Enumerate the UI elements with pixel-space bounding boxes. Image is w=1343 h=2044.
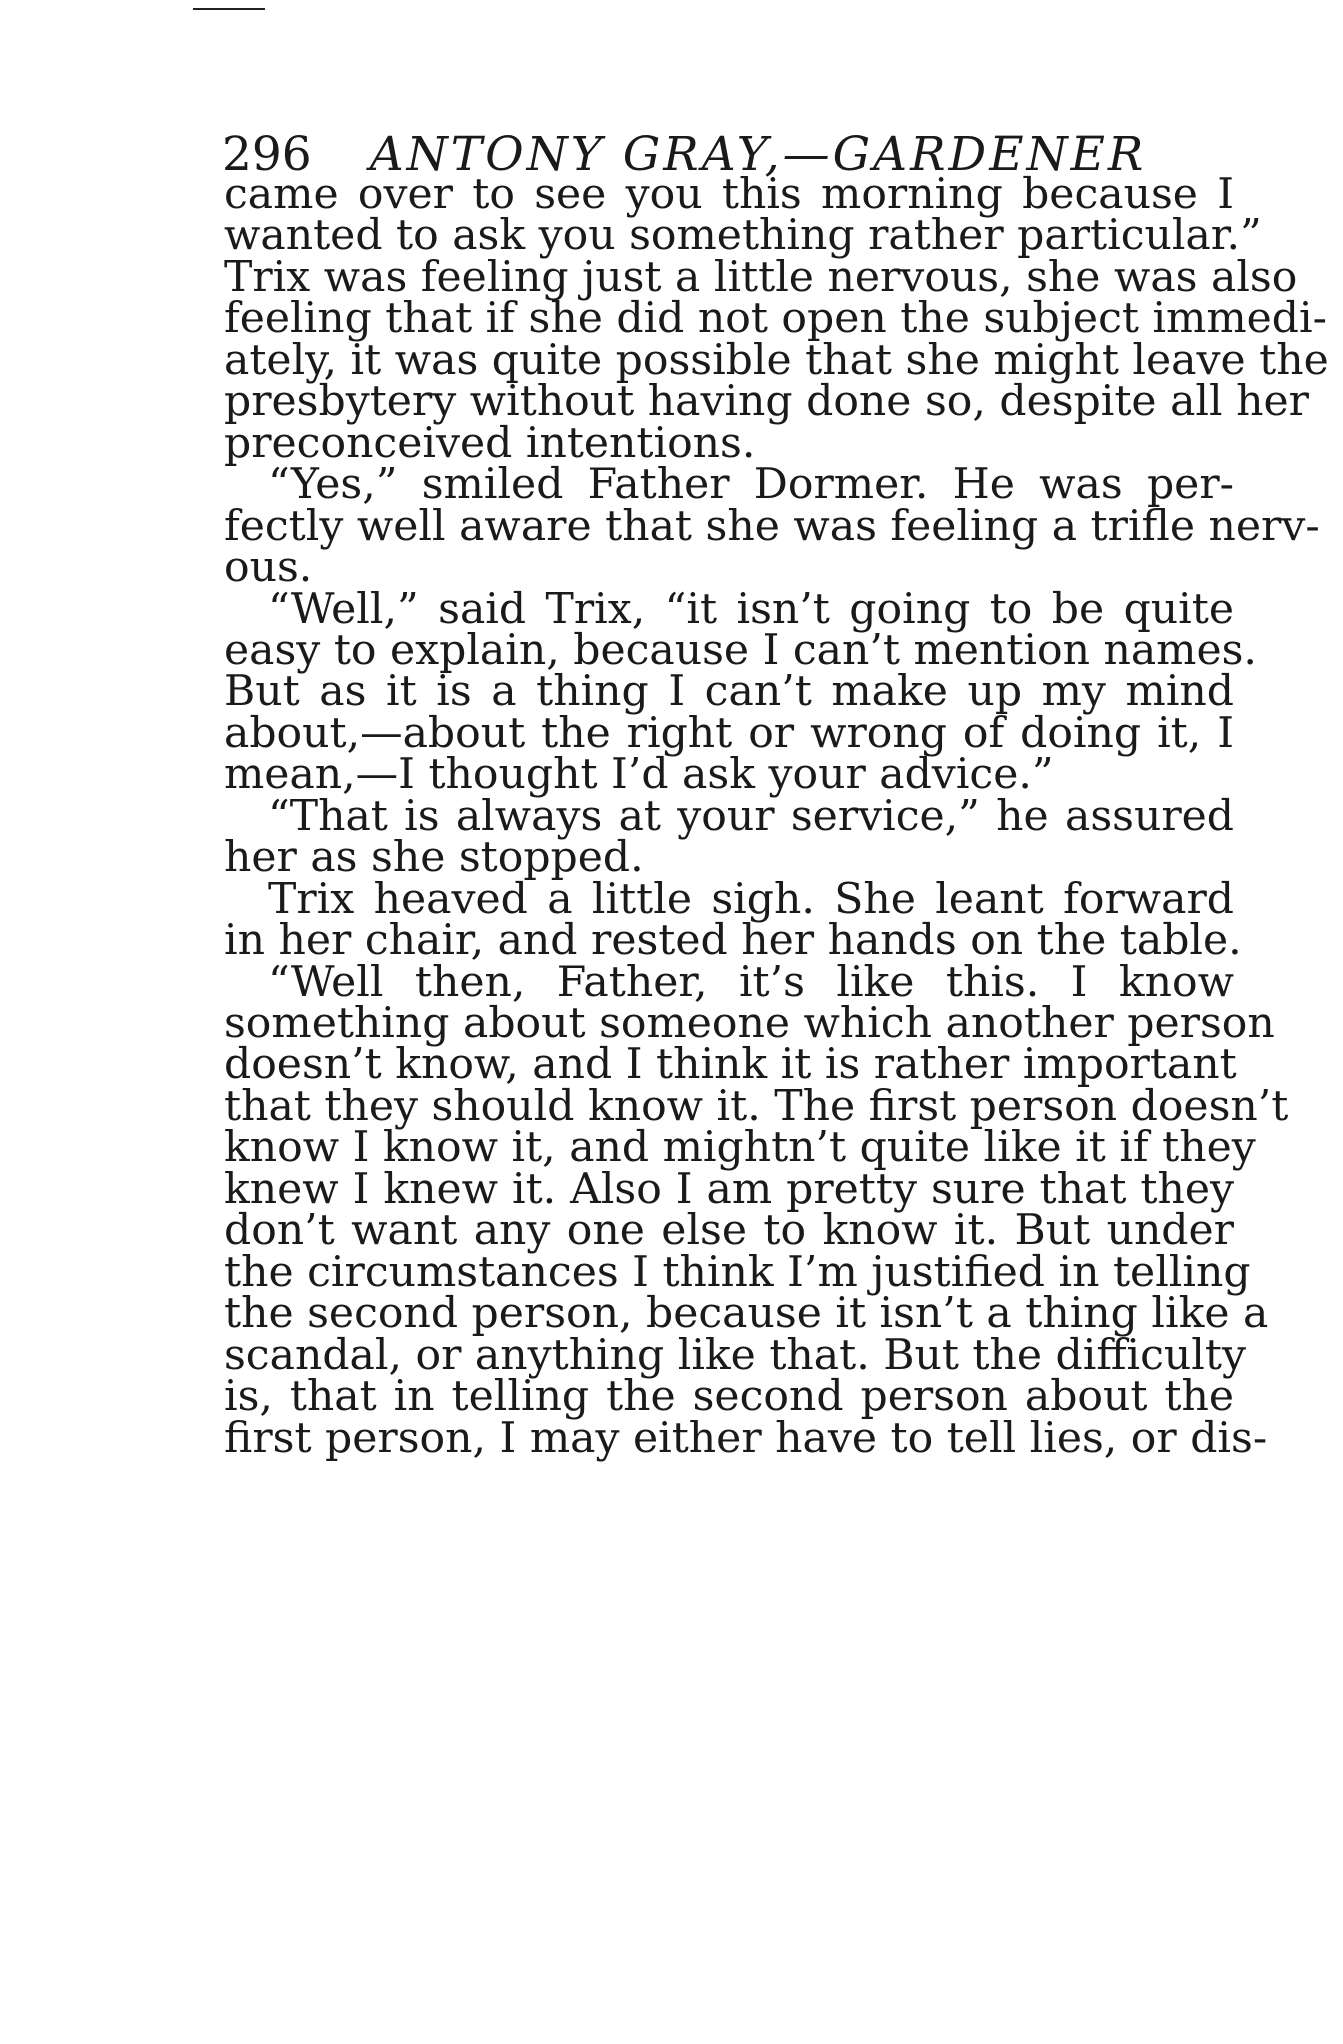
text-line: “Yes,” smiled Father Dormer. He was per- bbox=[268, 460, 1234, 510]
text-line: don’t want any one else to know it. But under bbox=[224, 1206, 1234, 1256]
text-line: feeling that if she did not open the subject immedi- bbox=[224, 294, 1327, 344]
text-line: “Well,” said Trix, “it isn’t going to be quite bbox=[268, 584, 1234, 634]
text-line: ous. bbox=[224, 543, 313, 593]
page-number: 296 bbox=[222, 127, 312, 182]
text-line: the second person, because it isn’t a thing like a bbox=[224, 1289, 1269, 1339]
text-line: But as it is a thing I can’t make up my mind bbox=[224, 667, 1234, 717]
text-line: “That is always at your service,” he assured bbox=[268, 791, 1234, 841]
running-title: ANTONY GRAY,—GARDENER bbox=[369, 127, 1147, 182]
text-line: fectly well aware that she was feeling a trifle nerv- bbox=[224, 501, 1320, 551]
text-line: Trix was feeling just a little nervous, she was also bbox=[224, 252, 1298, 302]
text-line: ately, it was quite possible that she might leave the bbox=[224, 335, 1329, 385]
text-line: easy to explain, because I can’t mention names. bbox=[224, 625, 1257, 675]
text-line: the circumstances I think I’m justified in telling bbox=[224, 1247, 1251, 1297]
text-line: that they should know it. The first person doesn’t bbox=[224, 1081, 1289, 1131]
text-line: mean,—I thought I’d ask your advice.” bbox=[224, 750, 1054, 800]
text-line: came over to see you this morning because I bbox=[224, 170, 1234, 219]
text-line: knew I knew it. Also I am pretty sure that they bbox=[224, 1164, 1234, 1214]
text-line: wanted to ask you something rather particular.” bbox=[224, 211, 1262, 261]
text-line: “Well then, Father, it’s like this. I know bbox=[268, 957, 1234, 1007]
text-line: preconceived intentions. bbox=[224, 418, 756, 468]
text-line: presbytery without having done so, despite all her bbox=[224, 377, 1309, 427]
text-line: Trix heaved a little sigh. She leant forward bbox=[268, 874, 1234, 924]
text-line: doesn’t know, and I think it is rather important bbox=[224, 1040, 1237, 1090]
text-line: about,—about the right or wrong of doing it, I bbox=[224, 708, 1234, 758]
text-line: her as she stopped. bbox=[224, 833, 644, 883]
text-line: know I know it, and mightn’t quite like it if they bbox=[224, 1123, 1256, 1173]
text-line: something about someone which another person bbox=[224, 999, 1275, 1048]
text-line: first person, I may either have to tell lies, or dis- bbox=[224, 1413, 1268, 1463]
text-line: scandal, or anything like that. But the difficulty bbox=[224, 1330, 1246, 1380]
top-rule bbox=[193, 8, 265, 10]
text-line: is, that in telling the second person about the bbox=[224, 1372, 1234, 1422]
text-line: in her chair, and rested her hands on the table. bbox=[224, 916, 1242, 966]
